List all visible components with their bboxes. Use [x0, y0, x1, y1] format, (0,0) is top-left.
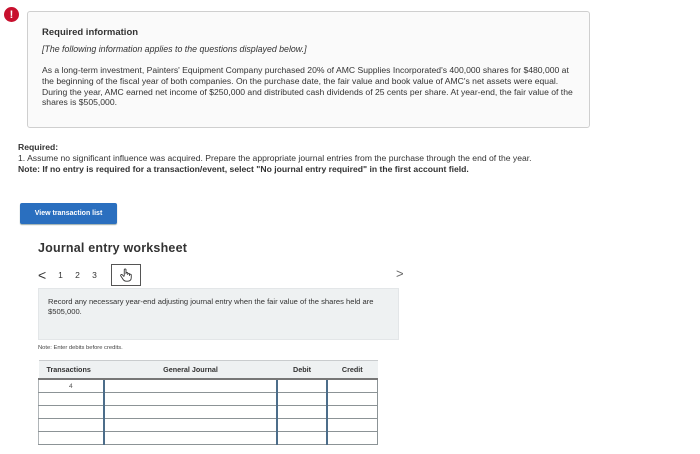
required-item: 1. Assume no significant influence was acquired. Prepare the appropriate journal entries from the purchase through the end of the year.: [18, 152, 532, 163]
debit-field[interactable]: [277, 432, 327, 445]
debit-field[interactable]: [277, 379, 327, 393]
table-row: [39, 379, 378, 393]
worksheet-pager: [38, 264, 141, 286]
table-row: [39, 419, 378, 432]
page-4-current[interactable]: [111, 264, 141, 286]
info-body: As a long-term investment, Painters' Equipment Company purchased 20% of AMC Supplies Incorporated's 400,000 shares for $480,000 at the beginning of the fiscal year of both companies. On the purchase date, the fair value and book value of AMC's net assets were equal. During the year, AMC earned net income of $250,000 and distributed cash dividends of 25 cents per share. At year-end, the fair value of the shares is $505,000.: [42, 65, 573, 108]
worksheet-title: Journal entry worksheet: [38, 241, 188, 255]
transaction-cell: [39, 393, 105, 406]
transaction-cell: 4: [39, 379, 105, 393]
transaction-cell: [39, 419, 105, 432]
col-credit: Credit: [327, 361, 377, 380]
table-row: [39, 406, 378, 419]
general-journal-field[interactable]: [104, 379, 277, 393]
transaction-cell: [39, 432, 105, 445]
table-row: [39, 432, 378, 445]
credit-field[interactable]: [327, 406, 377, 419]
credit-field[interactable]: [327, 393, 377, 406]
credit-field[interactable]: [327, 379, 377, 393]
instruction-text: Record any necessary year-end adjusting journal entry when the fair value of the shares held are $505,000.: [48, 297, 374, 316]
debit-field[interactable]: [277, 406, 327, 419]
general-journal-field[interactable]: [104, 432, 277, 445]
general-journal-field[interactable]: [104, 419, 277, 432]
transaction-cell: [39, 406, 105, 419]
required-section: [18, 142, 578, 174]
hand-pointer-icon: [119, 268, 133, 282]
required-information-panel: [27, 11, 590, 128]
required-label: Required:: [18, 142, 59, 152]
required-note: Note: If no entry is required for a transaction/event, select "No journal entry required" in the first account field.: [18, 163, 469, 174]
table-row: [39, 393, 378, 406]
info-subtitle: [The following information applies to the questions displayed below.]: [42, 44, 307, 54]
col-transactions: Transactions: [39, 361, 105, 380]
prev-page-icon[interactable]: <: [38, 267, 47, 283]
credit-field[interactable]: [327, 419, 377, 432]
credit-field[interactable]: [327, 432, 377, 445]
general-journal-field[interactable]: [104, 406, 277, 419]
page-3[interactable]: 3: [92, 270, 97, 280]
col-general-journal: General Journal: [104, 361, 277, 380]
general-journal-field[interactable]: [104, 393, 277, 406]
info-title: Required information: [42, 27, 139, 38]
debit-field[interactable]: [277, 419, 327, 432]
col-debit: Debit: [277, 361, 327, 380]
enter-debits-note: Note: Enter debits before credits.: [38, 345, 123, 351]
view-transaction-list-button[interactable]: View transaction list: [20, 203, 117, 224]
journal-table: [38, 360, 378, 445]
next-page-icon[interactable]: >: [396, 266, 404, 281]
debit-field[interactable]: [277, 393, 327, 406]
page-2[interactable]: 2: [75, 270, 80, 280]
instruction-box: [38, 288, 399, 340]
alert-icon: !: [4, 7, 19, 22]
page-1[interactable]: 1: [58, 270, 63, 280]
